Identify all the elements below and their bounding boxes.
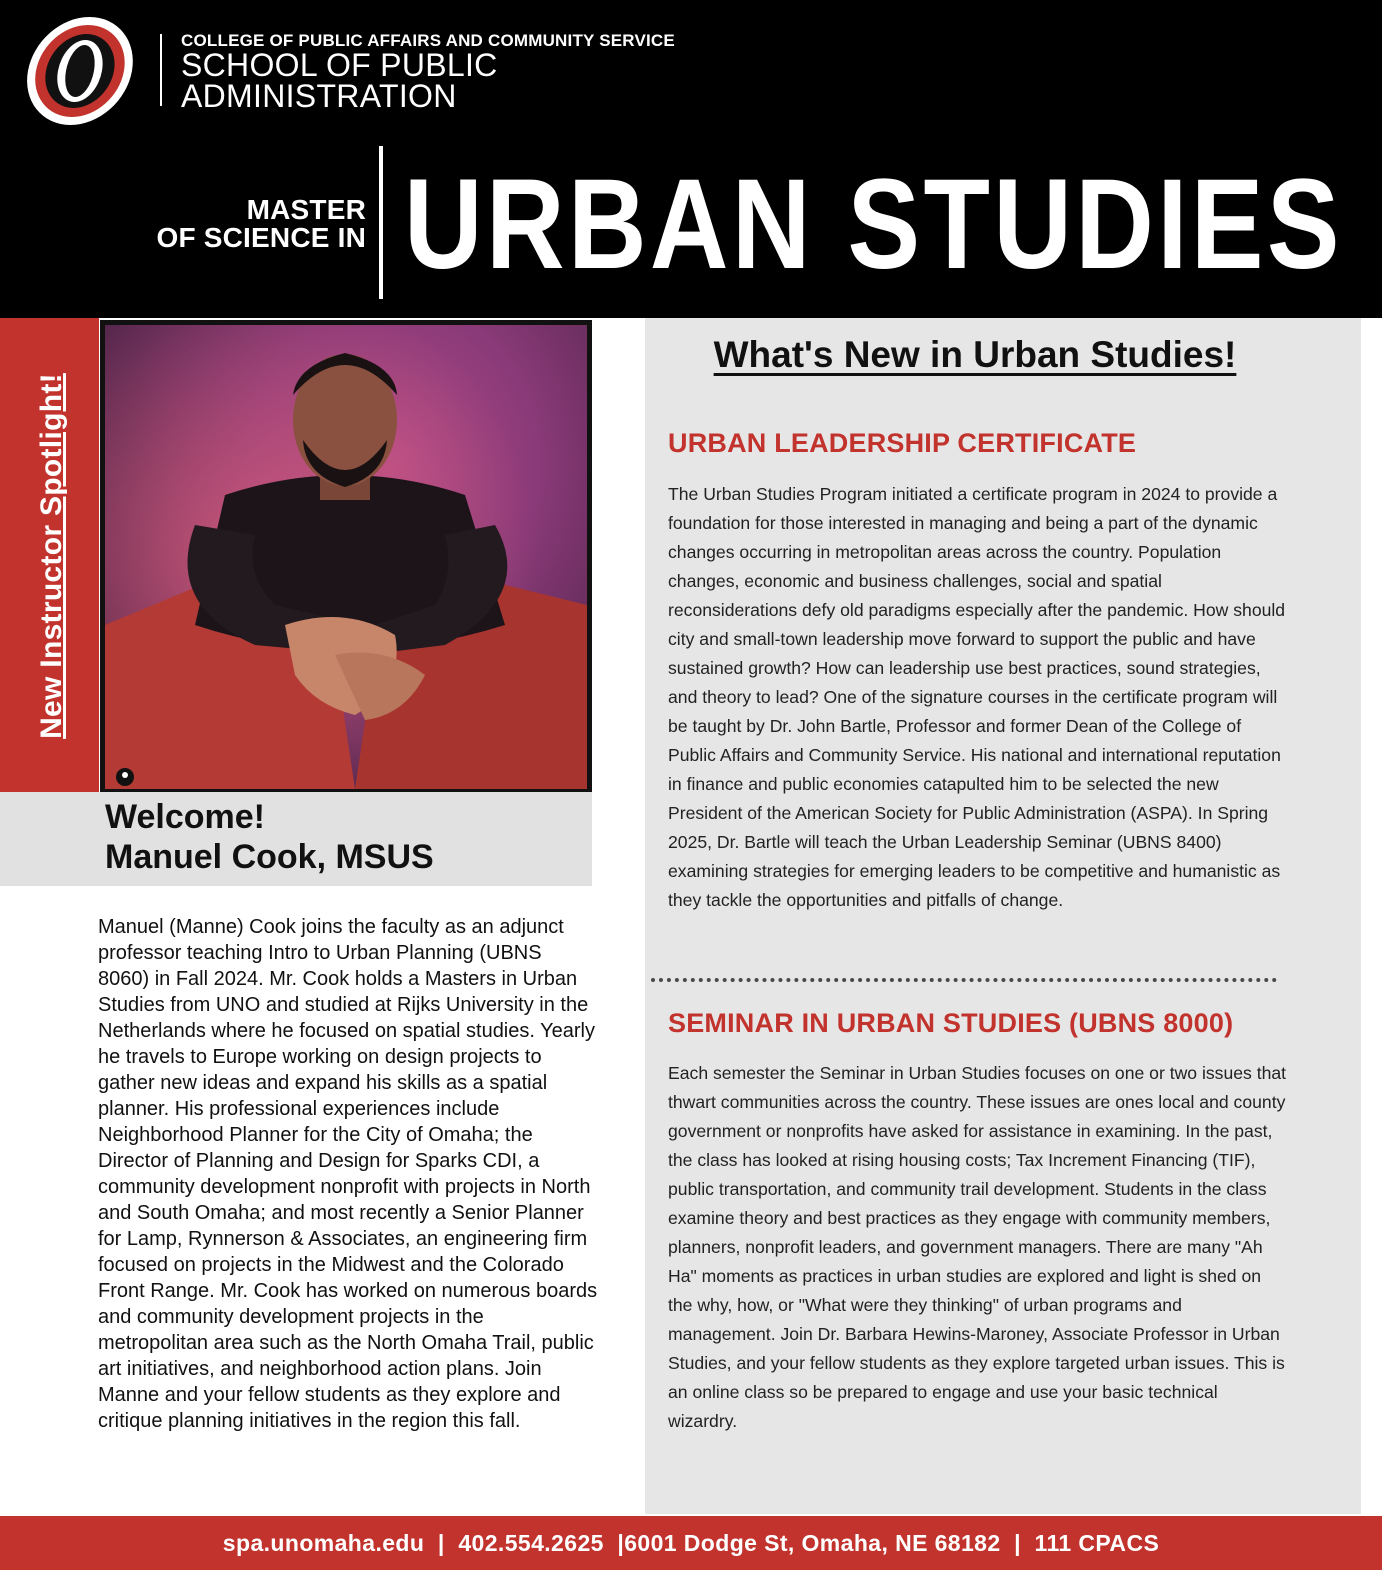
section-divider (651, 978, 1277, 982)
page-header (0, 0, 1382, 318)
contact-footer (0, 1516, 1382, 1570)
section-body-certificate: The Urban Studies Program initiated a certificate program in 2024 to provide a foundation for those interested in managing and being a part of the dynamic changes occurring in metropolitan areas across the country. Population changes, economic and business challenges, social and spatial reconsiderations defy old paradigms especially after the pandemic. How should city and small-town leadership move forward to support the public and have sustained growth? How can leadership use best practices, sound strategies, and theory to lead? One of the signature courses in the certificate program will be taught by Dr. John Bartle, Professor and former Dean of the College of Public Affairs and Community Service. His national and international reputation in finance and public economies catapulted him to be selected the new President of the American Society for Public Administration (ASPA). In Spring 2025, Dr. Bartle will teach the Urban Leadership Seminar (UBNS 8400) examining strategies for emerging leaders to be competitive and humanistic as they tackle the opportunities and pitfalls of change. (668, 484, 1286, 910)
school-name: SCHOOL OF PUBLIC ADMINISTRATION (181, 47, 498, 114)
section-title-seminar: SEMINAR IN URBAN STUDIES (UBNS 8000) (668, 1008, 1234, 1038)
degree-prefix-line1: MASTER (246, 194, 366, 225)
instructor-bio: Manuel (Manne) Cook joins the faculty as an adjunct professor teaching Intro to Urban Planning (UBNS 8060) in Fall 2024. Mr. Cook holds a Masters in Urban Studies from UNO and studied at Rijks University in the Netherlands where he focused on spatial studies. Yearly he travels to Europe working on design projects to gather new ideas and expand his skills as a spatial planner. His professional experiences include Neighborhood Planner for the City of Omaha; the Director of Planning and Design for Sparks CDI, a community development nonprofit with projects in North and South Omaha; and most recently a Senior Planner for Lamp, Rynnerson & Associates, an engineering firm focused on projects in the Midwest and the Colorado Front Range. Mr. Cook has worked on numerous boards and community development projects in the metropolitan area such as the North Omaha Trail, public art initiatives, and neighborhood action plans. Join Manne and your fellow students as they explore and critique planning initiatives in the region this fall. (98, 916, 598, 1432)
university-o-logo (22, 14, 138, 128)
instructor-name: Manuel Cook, MSUS (105, 838, 434, 876)
welcome-text: Welcome! (105, 798, 265, 836)
section-body-seminar: Each semester the Seminar in Urban Studies focuses on one or two issues that thwart communities across the country. These issues are ones local and county government or nonprofits have asked for assistance in examining. In the past, the class has looked at rising housing costs; Tax Increment Financing (TIF), public transportation, and community trail development. Students in the class examine theory and best practices as they engage with community members, planners, nonprofit leaders, and government managers. There are many "Ah Ha" moments as practices in urban studies are explored and light is shed on the why, how, or "What were they thinking" of urban programs and management. Join Dr. Barbara Hewins-Maroney, Associate Professor in Urban Studies, and your fellow students as they explore targeted urban issues. This is an online class so be prepared to engage and use your basic technical wizardry. (668, 1063, 1287, 1431)
news-heading (645, 334, 1305, 376)
contact-info: spa.unomaha.edu | 402.554.2625 |6001 Dodge St, Omaha, NE 68182 | 111 CPACS (222, 1530, 1160, 1556)
bottom-margin (0, 1570, 1382, 1590)
portrait-illustration (105, 325, 587, 789)
section-title-certificate: URBAN LEADERSHIP CERTIFICATE (668, 428, 1137, 458)
college-name: COLLEGE OF PUBLIC AFFAIRS AND COMMUNITY SERVICE (181, 31, 675, 50)
news-heading-text: What's New in Urban Studies! (713, 334, 1237, 375)
program-title: URBAN STUDIES (404, 153, 1343, 296)
degree-prefix-line2: OF SCIENCE IN (156, 222, 366, 253)
spotlight-banner-text: New Instructor Spotlight! (35, 373, 68, 739)
welcome-heading (105, 797, 434, 877)
instructor-portrait (100, 320, 592, 794)
logo-divider (160, 34, 162, 106)
degree-prefix (120, 196, 366, 252)
title-divider (379, 146, 383, 299)
